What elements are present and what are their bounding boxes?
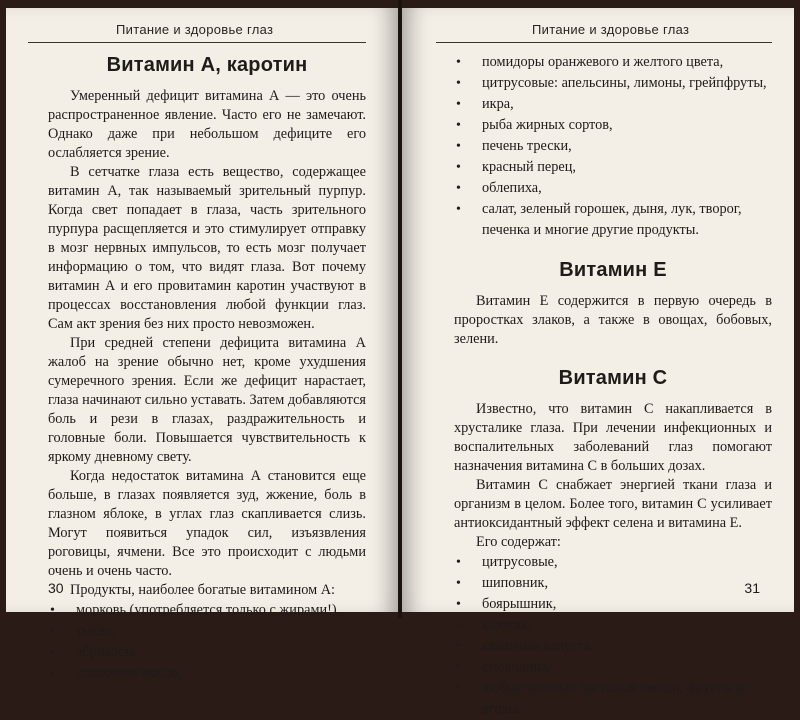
list-item: • рыба жирных сортов, bbox=[454, 115, 772, 136]
heading-vitamin-a: Витамин А, каротин bbox=[106, 54, 308, 76]
paragraph: Продукты, наиболее богатые витамином А: bbox=[70, 582, 336, 598]
bullet-icon: • bbox=[456, 660, 461, 675]
bullet-icon: • bbox=[456, 160, 461, 175]
running-head-right: Питание и здоровье глаз bbox=[532, 22, 690, 37]
list-item: • сливочное масло, bbox=[48, 663, 366, 684]
left-page-content bbox=[48, 48, 366, 684]
bullet-icon: • bbox=[456, 639, 461, 654]
list-item: • любые зеленые листовые овощи, фрукты и ягоды. bbox=[456, 680, 744, 717]
paragraph: Известно, что витамин С накапливается в хрусталике глаза. При лечении инфекционных и воспалительных заболеваний глаз помогают назначения витамина С в больших дозах. bbox=[454, 401, 772, 474]
list-item: • тыква, bbox=[48, 621, 366, 642]
bullet-icon: • bbox=[456, 76, 461, 91]
bullet-icon: • bbox=[456, 139, 461, 154]
header-rule-right bbox=[436, 42, 772, 43]
bullet-icon: • bbox=[50, 645, 55, 660]
bullet-icon: • bbox=[456, 55, 461, 70]
list-item: • цитрусовые: апельсины, лимоны, грейпфруты, bbox=[454, 73, 772, 94]
list-item: • шиповник, bbox=[454, 573, 772, 594]
bullet-icon: • bbox=[50, 666, 55, 681]
paragraph: Его содержат: bbox=[476, 534, 561, 550]
list-item: • морковь (употребляется только с жирами!), bbox=[48, 600, 366, 621]
list-item: • печень трески, bbox=[454, 136, 772, 157]
bullet-icon: • bbox=[456, 618, 461, 633]
left-page bbox=[6, 8, 398, 681]
bullet-icon: • bbox=[456, 681, 461, 696]
paragraph: При средней степени дефицита витамина А жалоб на зрение обычно нет, кроме ухудшения сумеречного зрения. Если же дефицит нарастает, глаза начинают сильно уставать. Затем добавляются боль и рези в глазах, раздражительность и головные боли. Повышается чувствительность к яркому дневному свету. bbox=[48, 335, 367, 465]
product-list-continued bbox=[454, 52, 772, 241]
list-item: • клюква, bbox=[454, 615, 772, 636]
right-page bbox=[402, 8, 794, 717]
paragraph: Когда недостаток витамина А становится еще больше, в глазах появляется зуд, жжение, боль в глазном яблоке, в углах глаз скапливается слизь. Могут появиться упадок сил, изъязвления роговицы, ячмени. Все это происходит с людьми очень и очень часто. bbox=[48, 468, 366, 579]
header-rule-left bbox=[28, 42, 366, 43]
bullet-icon: • bbox=[456, 97, 461, 112]
bullet-icon: • bbox=[456, 181, 461, 196]
bullet-icon: • bbox=[456, 118, 461, 133]
product-list-vitamin-a bbox=[48, 600, 366, 684]
product-list-vitamin-c bbox=[454, 552, 772, 720]
list-item: • цитрусовые, bbox=[454, 552, 772, 573]
heading-vitamin-e: Витамин Е bbox=[559, 259, 667, 281]
list-item: • салат, зеленый горошек, дыня, лук, творог, печенка и многие другие продукты. bbox=[456, 201, 742, 238]
bullet-icon: • bbox=[456, 555, 461, 570]
page-number-left: 30 bbox=[48, 580, 64, 596]
paragraph: В сетчатке глаза есть вещество, содержащее витамин А, так называемый зрительный пурпур. Когда свет попадает в глаза, часть зрительного пурпура расщепляется и это стимулирует отправку в мозг нервных импульсов, то есть мозг получает информацию о том, что видят глаза. Вот почему витамин А и его провитамин каротин участвуют в процессах восстановления любой функции глаз. Сам акт зрения без них просто невозможен. bbox=[48, 164, 366, 332]
bullet-icon: • bbox=[456, 202, 461, 217]
bullet-icon: • bbox=[456, 597, 461, 612]
page-number-right: 31 bbox=[744, 580, 760, 596]
paragraph: Витамин С снабжает энергией ткани глаза и организм в целом. Более того, витамин С усиливает антиоксидантный эффект селена и витамина Е. bbox=[454, 477, 772, 531]
list-item: • смородина, bbox=[454, 657, 772, 678]
list-item: • абрикосы, bbox=[48, 642, 366, 663]
bullet-icon: • bbox=[50, 603, 55, 618]
right-page-content bbox=[454, 48, 772, 720]
heading-vitamin-c: Витамин С bbox=[558, 367, 668, 389]
list-item: • икра, bbox=[454, 94, 772, 115]
list-item: • облепиха, bbox=[454, 178, 772, 199]
bullet-icon: • bbox=[50, 624, 55, 639]
list-item: • квашеная капуста, bbox=[454, 636, 772, 657]
list-item: • боярышник, bbox=[454, 594, 772, 615]
bullet-icon: • bbox=[456, 576, 461, 591]
paragraph: Витамин Е содержится в первую очередь в проростках злаков, а также в овощах, бобовых, зелени. bbox=[454, 293, 772, 347]
paragraph: Умеренный дефицит витамина А — это очень распространенное явление. Часто его не замечают. Однако даже при небольшом дефиците его ослабляется зрение. bbox=[48, 88, 366, 161]
running-head-left: Питание и здоровье глаз bbox=[116, 22, 274, 37]
list-item: • красный перец, bbox=[454, 157, 772, 178]
list-item: • помидоры оранжевого и желтого цвета, bbox=[454, 52, 772, 73]
